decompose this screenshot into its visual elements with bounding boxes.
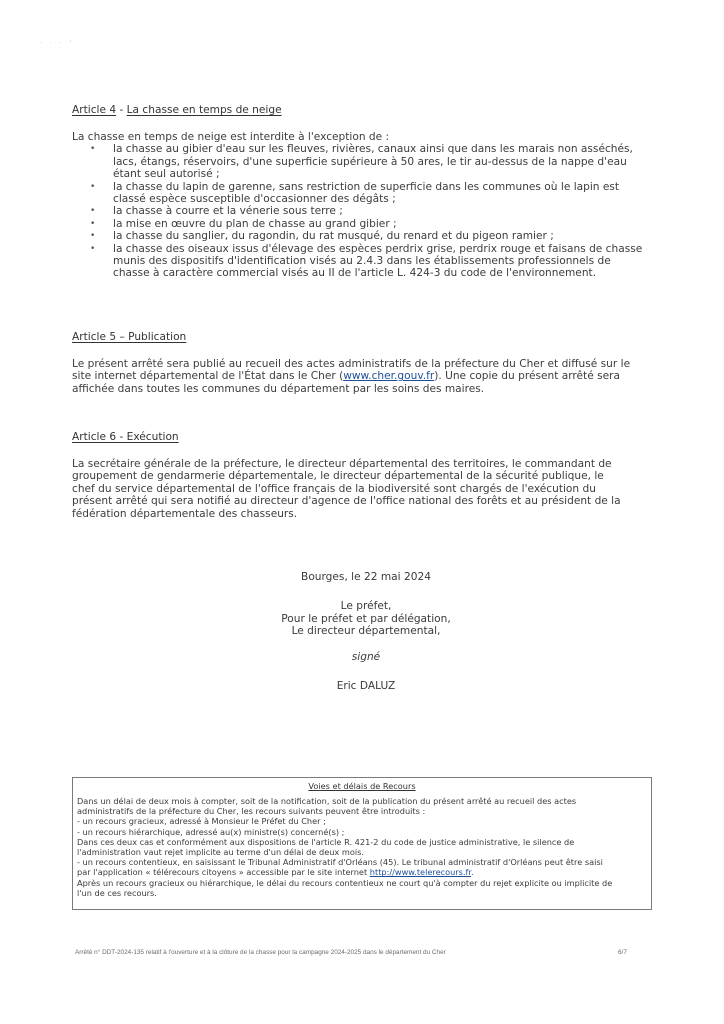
exception-line: étant seul autorisé ;: [113, 168, 220, 181]
signatory-name: Eric DALUZ: [336, 680, 396, 692]
exception-item: [72, 218, 652, 230]
exception-line: la chasse à courre et la vénerie sous terre ;: [113, 205, 343, 218]
exception-item: [72, 230, 652, 242]
article-4-title: La chasse en temps de neige: [126, 104, 282, 116]
recours-text: .: [471, 867, 474, 878]
article-4-heading: [72, 104, 282, 116]
recours-line: Dans ces deux cas et conformément aux dispositions de l'article R. 421-2 du code de justice administrative, le silence de: [77, 836, 575, 847]
bullet-icon: •: [90, 181, 96, 192]
page-number: 6/7: [618, 949, 627, 956]
recours-box: [72, 777, 652, 910]
article-4-intro: La chasse en temps de neige est interdite à l'exception de :: [72, 131, 390, 143]
exception-line: la chasse du lapin de garenne, sans restriction de superficie dans les communes où le lapin est: [113, 180, 620, 193]
recours-line: Dans un délai de deux mois à compter, soit de la notification, soit de la publication du présent arrêté au recueil des actes: [77, 796, 577, 806]
scan-specks: · · · ': [40, 40, 75, 47]
article-5-text: ). Une copie du présent arrêté sera: [434, 370, 620, 383]
article-6-heading: [72, 431, 179, 443]
exception-line: lacs, étangs, réservoirs, d'une superficie supérieure à 50 ares, le tir au-dessus de la nappe d'eau: [113, 155, 627, 168]
recours-line: [77, 867, 647, 877]
bullet-icon: •: [90, 243, 96, 254]
exception-line: munis des dispositifs d'identification visés au 2.4.3 dans les établissements professionnels de: [113, 255, 611, 268]
exception-item: [72, 143, 652, 180]
article-4-label: Article 4: [72, 104, 117, 116]
exception-line: chasse à caractère commercial visés au II de l'article L. 424-3 du code de l'environnement.: [113, 267, 597, 280]
exception-line: la chasse du sanglier, du ragondin, du rat musqué, du renard et du pigeon ramier ;: [113, 230, 554, 243]
signatory-block: [240, 600, 492, 638]
article-5-heading: [72, 331, 186, 343]
article-6-line: groupement de gendarmerie départementale, le directeur départemental de la sécurité publique, le: [72, 470, 604, 483]
article-6-line: La secrétaire générale de la préfecture, le directeur départemental des territoires, le commandant de: [72, 458, 612, 470]
article-6-line: présent arrêté qui sera notifié au directeur d'agence de l'office national des forêts et au président de la: [72, 495, 621, 508]
article-4-body: [72, 131, 652, 280]
place-date: Bourges, le 22 mai 2024: [301, 571, 431, 583]
article-6-line: fédération départementale des chasseurs.: [72, 507, 298, 520]
article-5-line: Le présent arrêté sera publié au recueil des actes administratifs de la préfecture du Cher et diffusé sur le: [72, 358, 631, 370]
recours-body: [77, 796, 647, 898]
telerecours-link[interactable]: http://www.telerecours.fr: [369, 867, 472, 878]
exception-item: [72, 181, 652, 206]
article-5-text: site internet départemental de l'État dans le Cher (: [72, 370, 344, 383]
signed-mention: signé: [351, 651, 381, 663]
recours-title: [73, 781, 651, 791]
bullet-icon: •: [90, 144, 96, 155]
article-4-exceptions-list: [72, 143, 652, 279]
article-5-title: Article 5 – Publication: [72, 331, 187, 343]
recours-line: l'administration vaut rejet implicite au terme d'un délai de deux mois.: [77, 847, 364, 858]
bullet-icon: •: [90, 206, 96, 217]
article-6-title: Article 6 - Exécution: [72, 431, 179, 443]
article-4-separator: -: [116, 104, 127, 116]
exception-line: la chasse des oiseaux issus d'élevage des espèces perdrix grise, perdrix rouge et faisans de chasse: [113, 242, 643, 255]
article-5-line: [72, 370, 652, 382]
cher-gouv-link[interactable]: www.cher.gouv.fr: [343, 370, 435, 383]
signatory-role: Le préfet,: [340, 600, 392, 612]
signatory-delegation: Pour le préfet et par délégation,: [281, 612, 451, 625]
exception-line: classé espèce susceptible d'occasionner des dégâts ;: [113, 193, 396, 206]
exception-line: la mise en œuvre du plan de chasse au grand gibier ;: [113, 217, 397, 230]
exception-line: la chasse au gibier d'eau sur les fleuves, rivières, canaux ainsi que dans les marais non asséchés,: [113, 143, 633, 156]
article-6-line: chef du service départemental de l'office français de la biodiversité sont chargés de l'exécution du: [72, 482, 596, 495]
recours-line: Après un recours gracieux ou hiérarchique, le délai du recours contentieux ne court qu'à compter du rejet explicite ou implicite de: [77, 877, 613, 888]
recours-line: - un recours hiérarchique, adressé au(x) ministre(s) concerné(s) ;: [77, 826, 345, 837]
bullet-icon: •: [90, 231, 96, 242]
recours-line: - un recours gracieux, adressé à Monsieur le Préfet du Cher ;: [77, 816, 326, 827]
recours-line: administratifs de la préfecture du Cher, les recours suivants peuvent être introduits :: [77, 806, 426, 817]
recours-title-text: Voies et délais de Recours: [308, 781, 416, 791]
recours-text: par l'application « télérecours citoyens » accessible par le site internet: [77, 867, 370, 878]
article-6-body: [72, 458, 652, 520]
article-5-body: [72, 358, 652, 395]
footer-reference: Arrêté n° DDT-2024-135 relatif à l'ouverture et à la clôture de la chasse pour la campagne 2024-2025 dans le département du Cher: [75, 949, 446, 956]
signatory-title: Le directeur départemental,: [291, 625, 441, 638]
exception-item: [72, 243, 652, 280]
exception-item: [72, 205, 652, 217]
recours-line: l'un de ces recours.: [77, 887, 157, 898]
article-5-line: affichée dans toutes les communes du département par les soins des maires.: [72, 382, 485, 395]
bullet-icon: •: [90, 218, 96, 229]
recours-line: - un recours contentieux, en saisissant le Tribunal Administratif d'Orléans (45). Le tribunal administratif d'Orléans peut être saisi: [77, 857, 603, 868]
